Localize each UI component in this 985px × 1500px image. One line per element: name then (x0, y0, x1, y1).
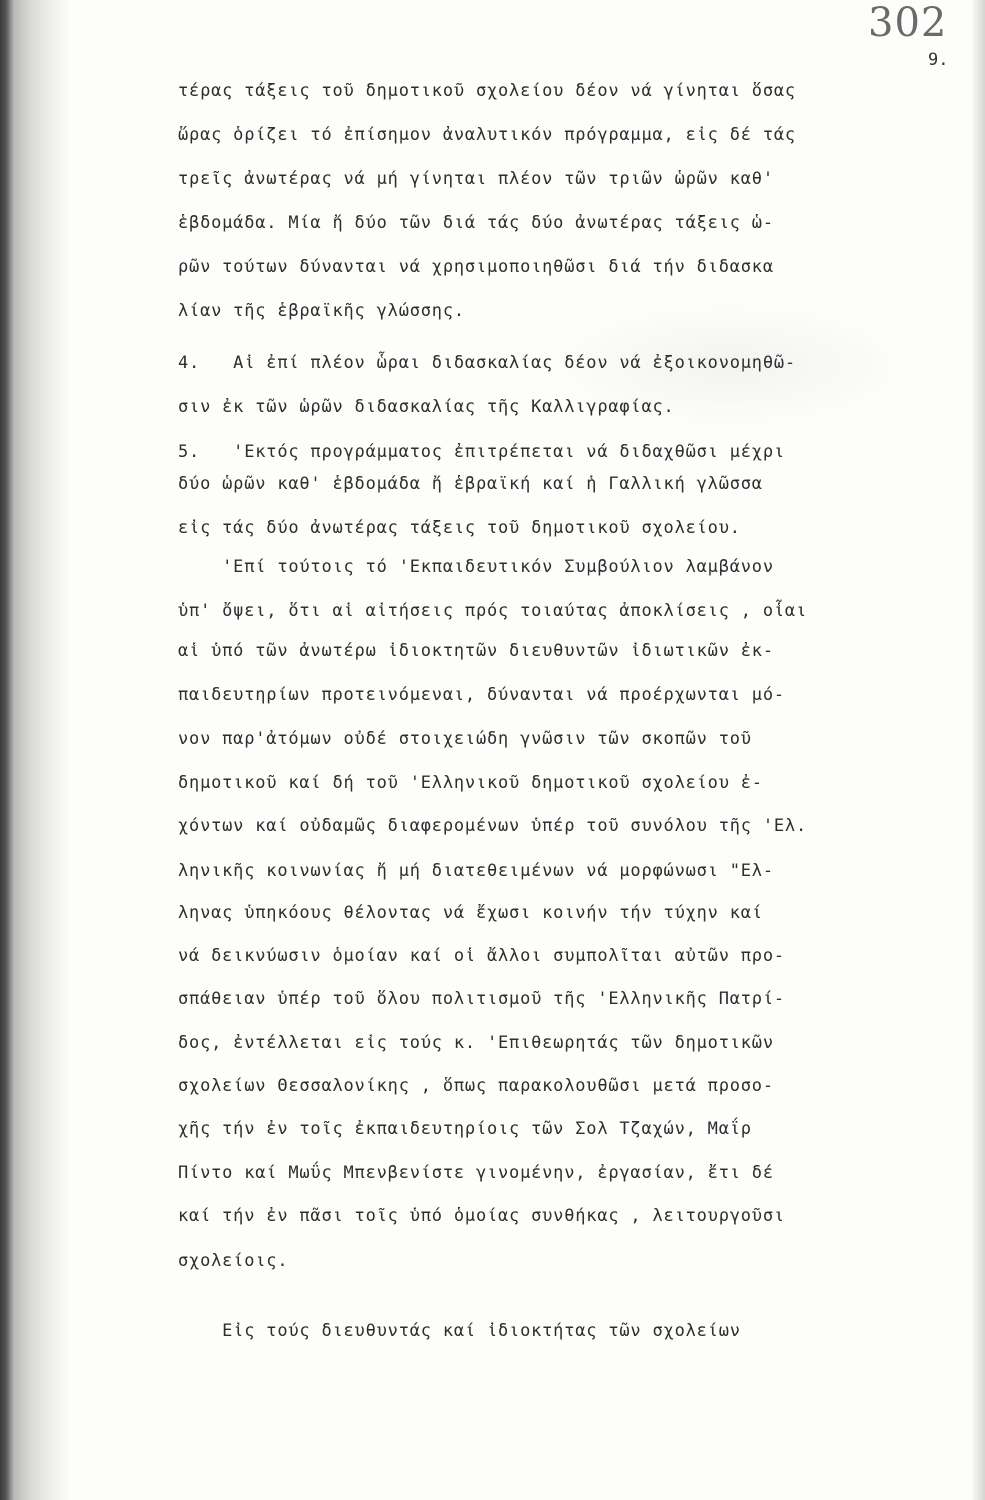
text-line: λίαν τῆς ἑβραϊκῆς γλώσσης. (178, 301, 465, 321)
text-line: καί τήν ἐν πᾶσι τοῖς ὑπό ὁμοίας συνθήκας , λειτουργοῦσι (178, 1206, 785, 1226)
text-line: ληνας ὑπηκόους θέλοντας νά ἔχωσι κοινήν τήν τύχην καί (178, 903, 763, 923)
text-line: δημοτικοῦ καί δή τοῦ 'Ελληνικοῦ δημοτικοῦ σχολείου ἐ- (178, 773, 763, 793)
text-line: σχολείων Θεσσαλονίκης , ὅπως παρακολουθῶσι μετά προσο- (178, 1076, 774, 1096)
text-line: χῆς τήν ἐν τοῖς ἐκπαιδευτηρίοις τῶν Σολ Τζαχών, Μαΐρ (178, 1119, 752, 1139)
text-line: χόντων καί οὐδαμῶς διαφερομένων ὑπέρ τοῦ συνόλου τῆς 'Ελ. (178, 816, 807, 836)
page-number: 9. (928, 50, 949, 70)
text-line: σχολείοις. (178, 1251, 289, 1271)
text-line: ὑπ' ὄψει, ὅτι αἱ αἰτήσεις πρός τοιαύτας ἀποκλίσεις , οἷαι (178, 601, 807, 621)
text-line: τέρας τάξεις τοῦ δημοτικοῦ σχολείου δέον νά γίνηται ὅσας (178, 81, 796, 101)
text-line: παιδευτηρίων προτεινόμεναι, δύνανται νά προέρχωνται μό- (178, 685, 785, 705)
text-line: ληνικῆς κοινωνίας ἤ μή διατεθειμένων νά μορφώνωσι "Ελ- (178, 861, 774, 881)
page-edge (971, 0, 985, 1500)
text-line: Πίντο καί Μωΰς Μπενβενίστε γινομένην, ἐργασίαν, ἔτι δέ (178, 1163, 774, 1183)
binding-shadow (0, 0, 70, 1500)
text-line: δύο ὡρῶν καθ' ἑβδομάδα ἤ ἑβραϊκή καί ἡ Γαλλική γλῶσσα (178, 474, 763, 494)
text-line: ὥρας ὁρίζει τό ἐπίσημον ἀναλυτικόν πρόγραμμα, εἰς δέ τάς (178, 125, 796, 145)
text-line: σιν ἐκ τῶν ὡρῶν διδασκαλίας τῆς Καλλιγραφίας. (178, 397, 675, 417)
text-line: νον παρ'ἀτόμων οὐδέ στοιχειώδη γνῶσιν τῶν σκοπῶν τοῦ (178, 729, 752, 749)
text-line: αἱ ὑπό τῶν ἀνωτέρω ἰδιοκτητῶν διευθυντῶν ἰδιωτικῶν ἐκ- (178, 641, 774, 661)
text-line: εἰς τάς δύο ἀνωτέρας τάξεις τοῦ δημοτικοῦ σχολείου. (178, 518, 741, 538)
text-line: 'Επί τούτοις τό 'Εκπαιδευτικόν Συμβούλιον λαμβάνον (178, 557, 774, 577)
text-line: ρῶν τούτων δύνανται νά χρησιμοποιηθῶσι διά τήν διδασκα (178, 257, 774, 277)
text-line: Εἰς τούς διευθυντάς καί ἰδιοκτήτας τῶν σχολείων (178, 1321, 741, 1341)
text-line: 4. Αἱ ἐπί πλέον ὧραι διδασκαλίας δέον νά ἐξοικονομηθῶ- (178, 353, 796, 373)
text-line: δος, ἐντέλλεται εἰς τούς κ. 'Επιθεωρητάς τῶν δημοτικῶν (178, 1033, 774, 1053)
text-line: σπάθειαν ὑπέρ τοῦ ὅλου πολιτισμοῦ τῆς 'Ελληνικῆς Πατρί- (178, 989, 785, 1009)
text-line: νά δεικνύωσιν ὁμοίαν καί οἱ ἄλλοι συμπολῖται αὐτῶν προ- (178, 946, 785, 966)
text-line: τρεῖς ἀνωτέρας νά μή γίνηται πλέον τῶν τριῶν ὡρῶν καθ' (178, 169, 774, 189)
text-line: ἑβδομάδα. Μία ἤ δύο τῶν διά τάς δύο ἀνωτέρας τάξεις ὡ- (178, 213, 774, 233)
archive-number: 302 (868, 0, 948, 46)
text-line: 5. 'Εκτός προγράμματος ἐπιτρέπεται νά διδαχθῶσι μέχρι (178, 442, 785, 462)
